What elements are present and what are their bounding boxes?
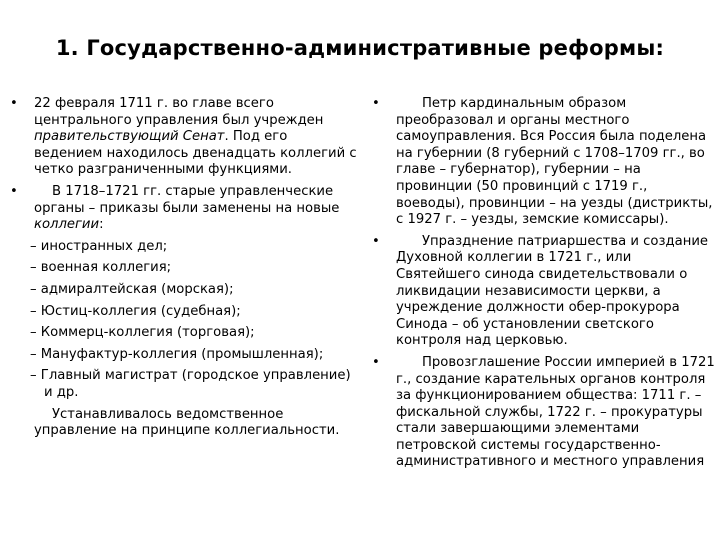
collegia-item-foreign: – иностранных дел; bbox=[30, 238, 168, 254]
senate-term: правительствующий Сенат bbox=[34, 129, 225, 145]
collegia-item-military: – военная коллегия; bbox=[30, 260, 172, 276]
bullet-dot: • bbox=[10, 96, 18, 111]
left-bullet-senate bbox=[8, 96, 358, 179]
collegia-item-magistrate: – Главный магистрат (городское управление) и др. bbox=[30, 368, 351, 400]
senate-text-pre: 22 февраля 1711 г. во главе всего центрального управления был учрежден bbox=[34, 96, 324, 128]
left-closing-paragraph bbox=[8, 407, 358, 440]
collegia-term: коллегии bbox=[34, 217, 100, 233]
slide-title: 1. Государственно-административные реформы: bbox=[55, 36, 665, 60]
left-bullet-collegia bbox=[8, 184, 358, 234]
bullet-dot: • bbox=[372, 354, 380, 370]
closing-text: Устанавливалось ведомственное управление на принципе коллегиальности. bbox=[34, 406, 340, 439]
right-bullet-empire bbox=[370, 355, 715, 471]
local-government-text: Петр кардинальным образом преобразовал и органы местного самоуправления. Вся Россия была поделена на губернии (8 губерний с 1708–1709 гг., во главе – губернатор), губернии – на провинции (50 провинций с 1719 г., воеводы), провинции – на уезды (дистрикты, с 1927 г. – уезды, земские комиссары). bbox=[396, 96, 713, 228]
left-column bbox=[8, 96, 358, 445]
bullet-dot: • bbox=[372, 96, 380, 111]
bullet-dot: • bbox=[372, 233, 380, 249]
collegia-item-commerce: – Коммерц-коллегия (торговая); bbox=[30, 325, 255, 341]
synod-text: Упразднение патриаршества и создание Духовной коллегии в 1721 г., или Святейшего синода свидетельствовали о ликвидации независимости церкви, а учреждение должности обер-прокурора Синода – об установлении светского контроля над церковью. bbox=[396, 233, 709, 349]
right-bullet-local-government bbox=[370, 96, 715, 229]
collegia-text-post: : bbox=[99, 217, 104, 233]
collegia-item-manufacture: – Мануфактур-коллегия (промышленная); bbox=[30, 346, 324, 362]
collegia-text-pre: В 1718–1721 гг. старые управленческие органы – приказы были заменены на новые bbox=[34, 183, 340, 216]
empire-text: Провозглашение России империей в 1721 г., создание карательных органов контроля за функционированием общества: 1711 г. – фискальной службы, 1722 г. – прокуратуры стали завершающими элементами петровской системы государственно-административного и местного управления bbox=[396, 354, 715, 470]
collegia-item-admiralty: – адмиралтейская (морская); bbox=[30, 281, 234, 297]
collegia-item-justice: – Юстиц-коллегия (судебная); bbox=[30, 303, 241, 319]
senate-text-post: . Под его ведением находилось двенадцать коллегий с четко разграниченными функциями. bbox=[34, 129, 357, 178]
right-column bbox=[370, 96, 715, 476]
right-bullet-synod bbox=[370, 234, 715, 350]
bullet-dot: • bbox=[10, 183, 18, 199]
